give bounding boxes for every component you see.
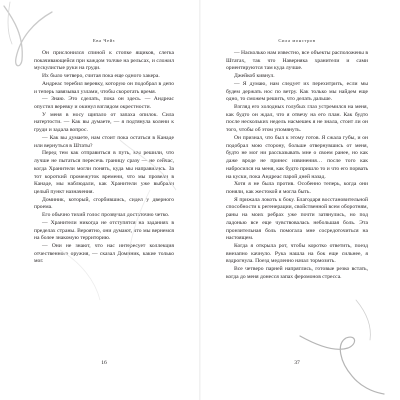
left-paragraph: — Знаю. Это сделать, пока он здесь. — Андреас опустил веревку и окинул взглядом окрестности. — [34, 96, 174, 111]
left-paragraph: Перед тем как отправиться в путь, мы решили, что лучше не пытаться пересечь границу сразу — не сейчас, когда Хранители могли понять, куда мы направились. За тот короткий промежуток времени, что мы провели в Канаде, мы наблюдали, как Хранители уже выбрали целый пункт назначения. — [34, 150, 174, 195]
right-running-head: Сила монстров — [278, 38, 316, 43]
right-paragraph: Я прижала локоть к боку. Благодаря восстановительной способности к регенерации, свойственной всем оборотням, раны на моих ребрах уже почти затянулись, но под ладонью все еще чувствовалась небольшая боль. Эта пронзительная боль помогала мне сосредоточиться на настоящем. — [226, 196, 368, 242]
right-paragraph: Хотя я не была против. Особенно теперь, когда они поняли, как жестокой я могла быть. — [226, 181, 368, 195]
left-paragraph: Его обычно тихий голос прозвучал достаточно четко. — [42, 212, 170, 219]
right-paragraph: Джейкоб кивнул. — [234, 73, 275, 80]
right-paragraph: Он признал, что был к этому готов. Я сжала губы, и он подобрал мою сторону, больше отвернувшись от меня, будто не мог ни рассказывать мне о своем ранее, но как даже вроде не принес извинения… после того как набросился на меня, как будто пришло то и что его порвать на куски, пока Андреас парой дней назад. — [226, 134, 368, 180]
right-paragraph: Взгляд его холодных голубых глаз устремился на меня, как будто он ждал, что я отвечу на его план. Как будто после нескольких недель насмешек я не знала, стоит ли он того, чтобы об этом упомянуть. — [226, 104, 368, 134]
right-paragraph: Когда я открыла рот, чтобы коротко ответить, поезд внезапно качнуло. Рука нашла на бок еще сильнее, я вздрогнула. Поезд медленно начал тормозить. — [226, 242, 368, 265]
right-paragraph: — Насколько нам известно, все объекты расположены в Штатах, так что Наверняка хранители и сами ориентируются там куда лучше. — [226, 50, 368, 72]
right-paragraph: Все четверо парней напряглись, готовые резко встать, когда до меня донесся запах феромонов стресса. — [226, 266, 368, 280]
left-running-head: Ева Чейз — [92, 38, 116, 43]
right-page — [200, 0, 400, 400]
left-paragraph: У меня в носу щипало от запаха опилок. Сила натертости. — Как вы думаете, — я подтянула колени к груди и задала вопрос. — [34, 111, 174, 134]
left-paragraph: Доминик, который, сгорбившись, сидел у дверного проема. — [34, 196, 174, 211]
right-body-text — [226, 50, 368, 282]
right-paragraph: — Я думаю, нам следует их перехитрить, если мы будем держать нос по ветру. Как только мы найдем еще одно, то сможем решить, что делать дальше. — [226, 80, 368, 103]
left-paragraph: Он прислонился спиной к стопке ящиков, слегка покачивающейся при каждом толчке на рельсах, и сложил мускулистые руки на груди. — [34, 50, 174, 72]
left-paragraph: — Как вы думаете, нам стоит пока остаться в Канаде или вернуться в Штаты? — [34, 134, 174, 149]
left-body-text — [34, 50, 174, 266]
right-page-number: 37 — [294, 360, 300, 366]
left-paragraph: — Они не знают, что нас интересует коллекция отчественного оружия, — сказал Доминик, какие только мог. — [34, 242, 174, 265]
left-page-number: 16 — [101, 360, 107, 366]
left-paragraph: Андреас теребил веревку, которую он подобрал в депо и теперь завязывал узлами, чтобы скоротать время. — [34, 80, 174, 95]
left-paragraph: — Хранители никогда не отступятся на заданиях в пределах страны. Вероятно, они думают, что мы вернемся на более знакомую территорию. — [34, 219, 174, 242]
left-paragraph: Их было четверо, считая пока еще одного хакера. — [42, 73, 160, 80]
